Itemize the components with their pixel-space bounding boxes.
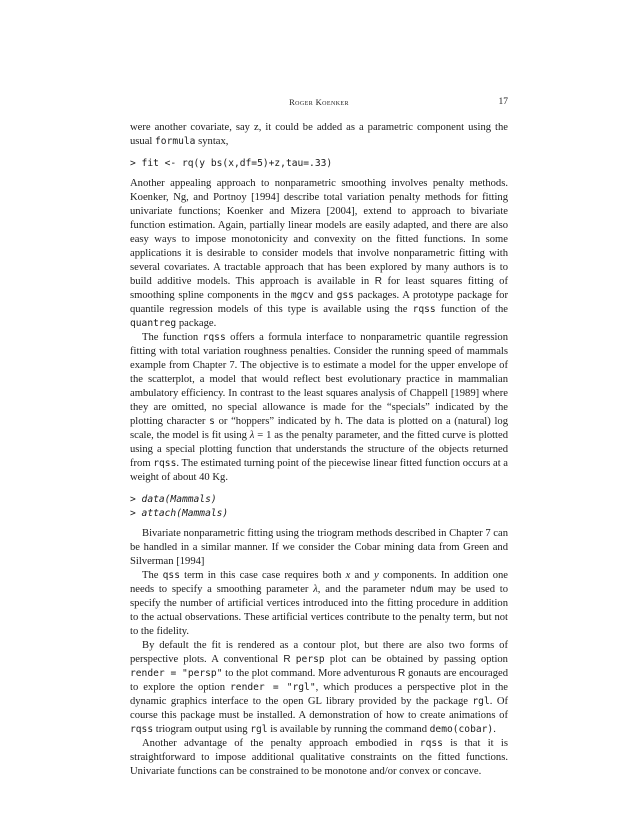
inline-code: rqss bbox=[202, 332, 226, 343]
paragraph: The qss term in this case case requires both x and y components. In addition one needs to specify a smoothing parameter λ, and the parameter ndum may be used to specify the number of artificial vertices introduced into the fitting procedure in addition to the actual observations. These artificial vertices contribute to the penalty term, but not to the fidelity. bbox=[130, 570, 509, 637]
math-symbol: y bbox=[373, 570, 379, 581]
math-symbol: x bbox=[345, 570, 351, 581]
inline-code: qss bbox=[162, 570, 180, 581]
inline-code: h bbox=[334, 416, 341, 427]
inline-code: gss bbox=[336, 290, 354, 301]
inline-code: persp bbox=[295, 654, 325, 665]
inline-code: rqss bbox=[153, 458, 177, 469]
paragraph: Another appealing approach to nonparametric smoothing involves penalty methods. Koenker, Ng, and Portnoy [1994] describe total variation penalty methods for fitting univariate functions; Koenker and Mizera [2004], extend to approach to bivariate function estimation. Again, partially linear models are easily adapted, and there are also easy ways to impose monotonicity and convexity on the fitted functions. In some applications it is desirable to consider models that involve nonparametric fitting with several covariates. A tractable approach that has been explored by many authors is to build additive models. This approach is available in R for least squares fitting of smoothing spline components in the mgcv and gss packages. A prototype package for quantile regression models of this type is available using the rqss function of the quantreg package. bbox=[130, 178, 509, 329]
inline-code: mgcv bbox=[290, 290, 314, 301]
code-line: > data(Mammals) bbox=[130, 494, 217, 505]
code-line: > fit <- rq(y bs(x,df=5)+z,tau=.33) bbox=[130, 158, 333, 169]
inline-code: quantreg bbox=[130, 318, 177, 329]
inline-code: ndum bbox=[410, 584, 434, 595]
inline-code: rqss bbox=[412, 304, 436, 315]
code-block bbox=[130, 493, 508, 521]
inline-code: rqss bbox=[130, 724, 154, 735]
page-number: 17 bbox=[498, 97, 508, 107]
running-head: Roger Koenker bbox=[289, 97, 349, 107]
inline-code: render = "rgl" bbox=[230, 682, 316, 693]
software-name: R bbox=[283, 654, 291, 665]
math-symbol: λ bbox=[313, 584, 318, 595]
inline-code: s bbox=[209, 416, 215, 427]
math-symbol: λ bbox=[249, 430, 255, 441]
paragraph: Bivariate nonparametric fitting using the triogram methods described in Chapter 7 can be handled in a similar manner. If we consider the Cobar mining data from Green and Silverman [1994] bbox=[130, 528, 508, 567]
inline-code: formula bbox=[155, 136, 196, 147]
paragraph: Another advantage of the penalty approach embodied in rqss is that it is straightforward to impose additional qualitative constraints on the fitted functions. Univariate functions can be constrained to be monotone and/or convex or concave. bbox=[130, 738, 508, 777]
paragraph: By default the fit is rendered as a contour plot, but there are also two forms of perspective plots. A conventional R persp plot can be obtained by passing option render = "persp" to the plot command. More adventurous R gonauts are encouraged to explore the option render = "rgl", which produces a perspective plot in the dynamic graphics interface to the open GL library provided by the package rgl. Of course this package must be installed. A demonstration of how to create animations of rqss triogram output using rgl is available by running the command demo(cobar). bbox=[130, 640, 509, 735]
page-body bbox=[130, 121, 508, 779]
paragraph: were another covariate, say z, it could be added as a parametric component using the usual formula syntax, bbox=[130, 122, 508, 147]
code-block bbox=[130, 157, 508, 171]
inline-code: rgl bbox=[472, 696, 490, 707]
code-line: > attach(Mammals) bbox=[130, 508, 229, 519]
inline-code: demo(cobar) bbox=[429, 724, 494, 735]
inline-code: render = "persp" bbox=[130, 668, 223, 679]
software-name: R bbox=[398, 668, 406, 679]
software-name: R bbox=[374, 276, 382, 287]
page-header bbox=[130, 97, 508, 111]
inline-code: rgl bbox=[250, 724, 268, 735]
paragraph: The function rqss offers a formula interface to nonparametric quantile regression fitting with total variation roughness penalties. Consider the running speed of mammals example from Chapter 7. The objective is to estimate a model for the upper envelope of the scatterplot, a model that would reflect best evolutionary practice in mammalian ambulatory efficiency. In contrast to the least squares analysis of Chappell [1989] where they are omitted, no special allowance is made for the “specials” indicated by the plotting character s or “hoppers” indicated by h. The data is plotted on a (natural) log scale, the model is fit using λ = 1 as the penalty parameter, and the fitted curve is plotted using a special plotting function that understands the structure of the objects returned from rqss. The estimated turning point of the piecewise linear fitted function occurs at a weight of about 40 Kg. bbox=[130, 332, 508, 483]
inline-code: rqss bbox=[419, 738, 443, 749]
